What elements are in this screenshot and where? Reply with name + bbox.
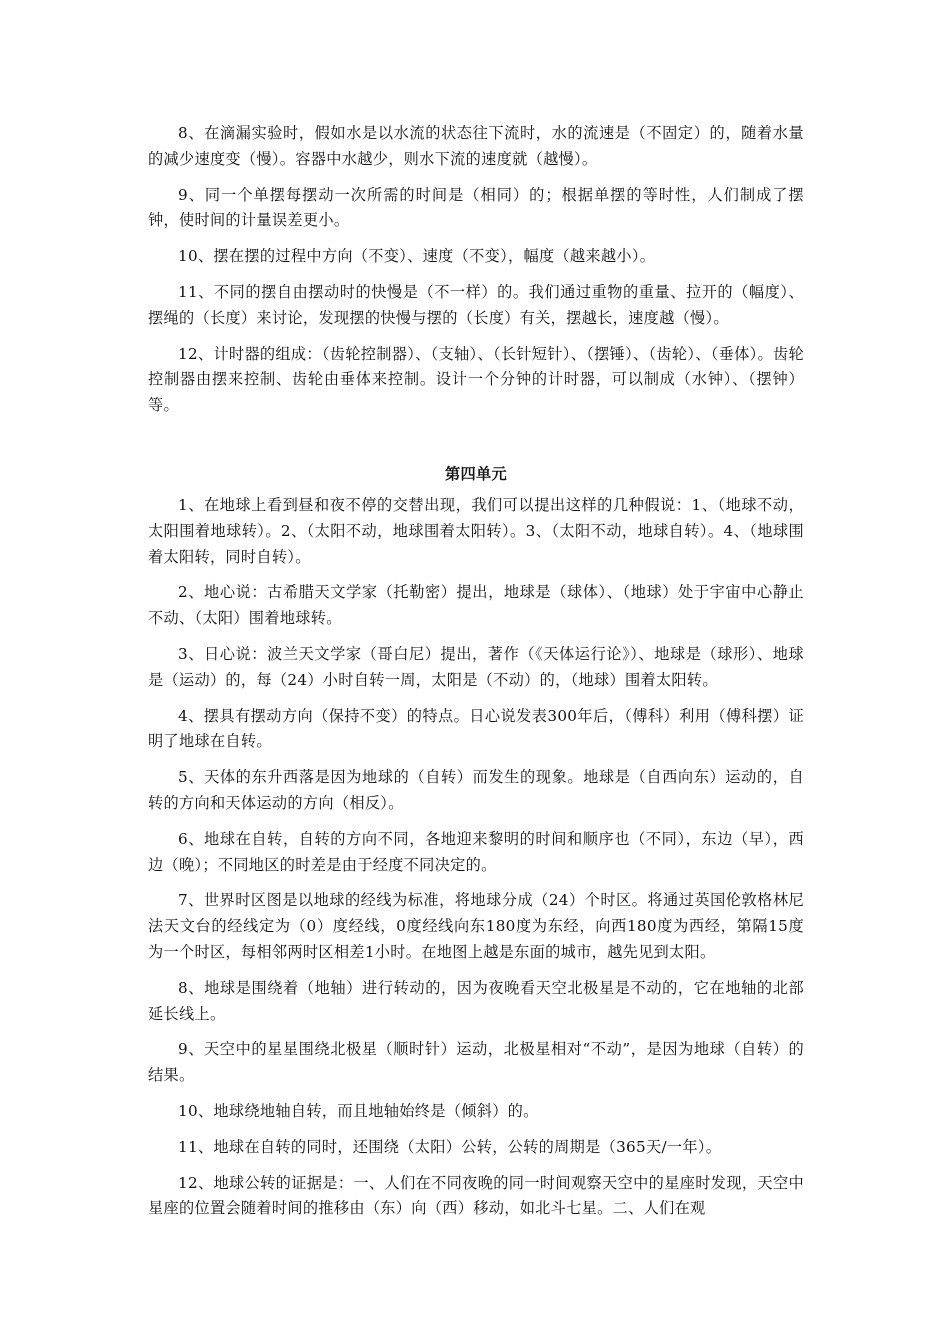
paragraph-b-10: 10、地球绕地轴自转，而且地轴始终是（倾斜）的。 (178, 1101, 539, 1120)
paragraph-b-8: 8、地球是围绕着（地轴）进行转动的，因为夜晚看天空北极星是不动的，它在地轴的北部延长线上。 (148, 978, 804, 1023)
section-heading: 第四单元 (445, 464, 507, 483)
paragraph-b-11: 11、地球在自转的同时，还围绕（太阳）公转，公转的周期是（365天/一年）。 (178, 1137, 722, 1156)
paragraph-b-7: 7、世界时区图是以地球的经线为标准，将地球分成（24）个时区。将通过英国伦敦格林尼法天文台的经线定为（0）度经线，0度经线向东180度为东经，向西180度为西经，第隔15度为一个时区，每相邻两时区相差1小时。在地图上越是东面的城市，越先见到太阳。 (148, 891, 804, 961)
document-page (148, 121, 804, 1232)
paragraph-b-1: 1、在地球上看到昼和夜不停的交替出现，我们可以提出这样的几种假说：1、（地球不动，太阳围着地球转）。2、（太阳不动，地球围着太阳转）。3、（太阳不动，地球自转）。4、（地球围着太阳转，同时自转）。 (148, 495, 804, 566)
paragraph-b-4: 4、摆具有摆动方向（保持不变）的特点。日心说发表300年后，（傅科）利用（傅科摆）证明了地球在自转。 (148, 706, 804, 751)
paragraph-a-11: 11、不同的摆自由摆动时的快慢是（不一样）的。我们通过重物的重量、拉开的（幅度）、摆绳的（长度）来讨论，发现摆的快慢与摆的（长度）有关，摆越长，速度越（慢）。 (148, 282, 804, 327)
paragraph-b-2: 2、地心说：古希腊天文学家（托勒密）提出，地球是（球体）、（地球）处于宇宙中心静止不动、（太阳）围着地球转。 (148, 583, 804, 628)
paragraph-a-8: 8、在滴漏实验时，假如水是以水流的状态往下流时，水的流速是（不固定）的，随着水量的减少速度变（慢）。容器中水越少，则水下流的速度就（越慢）。 (148, 124, 804, 168)
paragraph-b-5: 5、天体的东升西落是因为地球的（自转）而发生的现象。地球是（自西向东）运动的，自转的方向和天体运动的方向（相反）。 (148, 768, 804, 812)
paragraph-a-12: 12、计时器的组成：（齿轮控制器）、（支轴）、（长针短针）、（摆锤）、（齿轮）、（垂体）。齿轮控制器由摆来控制、齿轮由垂体来控制。设计一个分钟的计时器，可以制成（水钟）、（摆钟）等。 (148, 344, 804, 415)
paragraph-b-12: 12、地球公转的证据是：一、人们在不同夜晚的同一时间观察天空中的星座时发现，天空中星座的位置会随着时间的推移由（东）向（西）移动，如北斗七星。二、人们在观 (148, 1173, 804, 1218)
section-spacer (148, 429, 804, 461)
paragraph-b-9: 9、天空中的星星围绕北极星（顺时针）运动，北极星相对“不动”，是因为地球（自转）的结果。 (148, 1040, 804, 1085)
paragraph-a-10: 10、摆在摆的过程中方向（不变）、速度（不变），幅度（越来越小）。 (178, 247, 656, 266)
paragraph-a-9: 9、同一个单摆每摆动一次所需的时间是（相同）的；根据单摆的等时性，人们制成了摆钟，使时间的计量误差更小。 (148, 185, 804, 230)
paragraph-b-3: 3、日心说：波兰天文学家（哥白尼）提出，著作（《天体运行论》）、地球是（球形）、地球是（运动）的，每（24）小时自转一周，太阳是（不动）的，（地球）围着太阳转。 (148, 644, 804, 689)
paragraph-b-6: 6、地球在自转，自转的方向不同，各地迎来黎明的时间和顺序也（不同），东边（早），西边（晚）；不同地区的时差是由于经度不同决定的。 (148, 829, 804, 874)
